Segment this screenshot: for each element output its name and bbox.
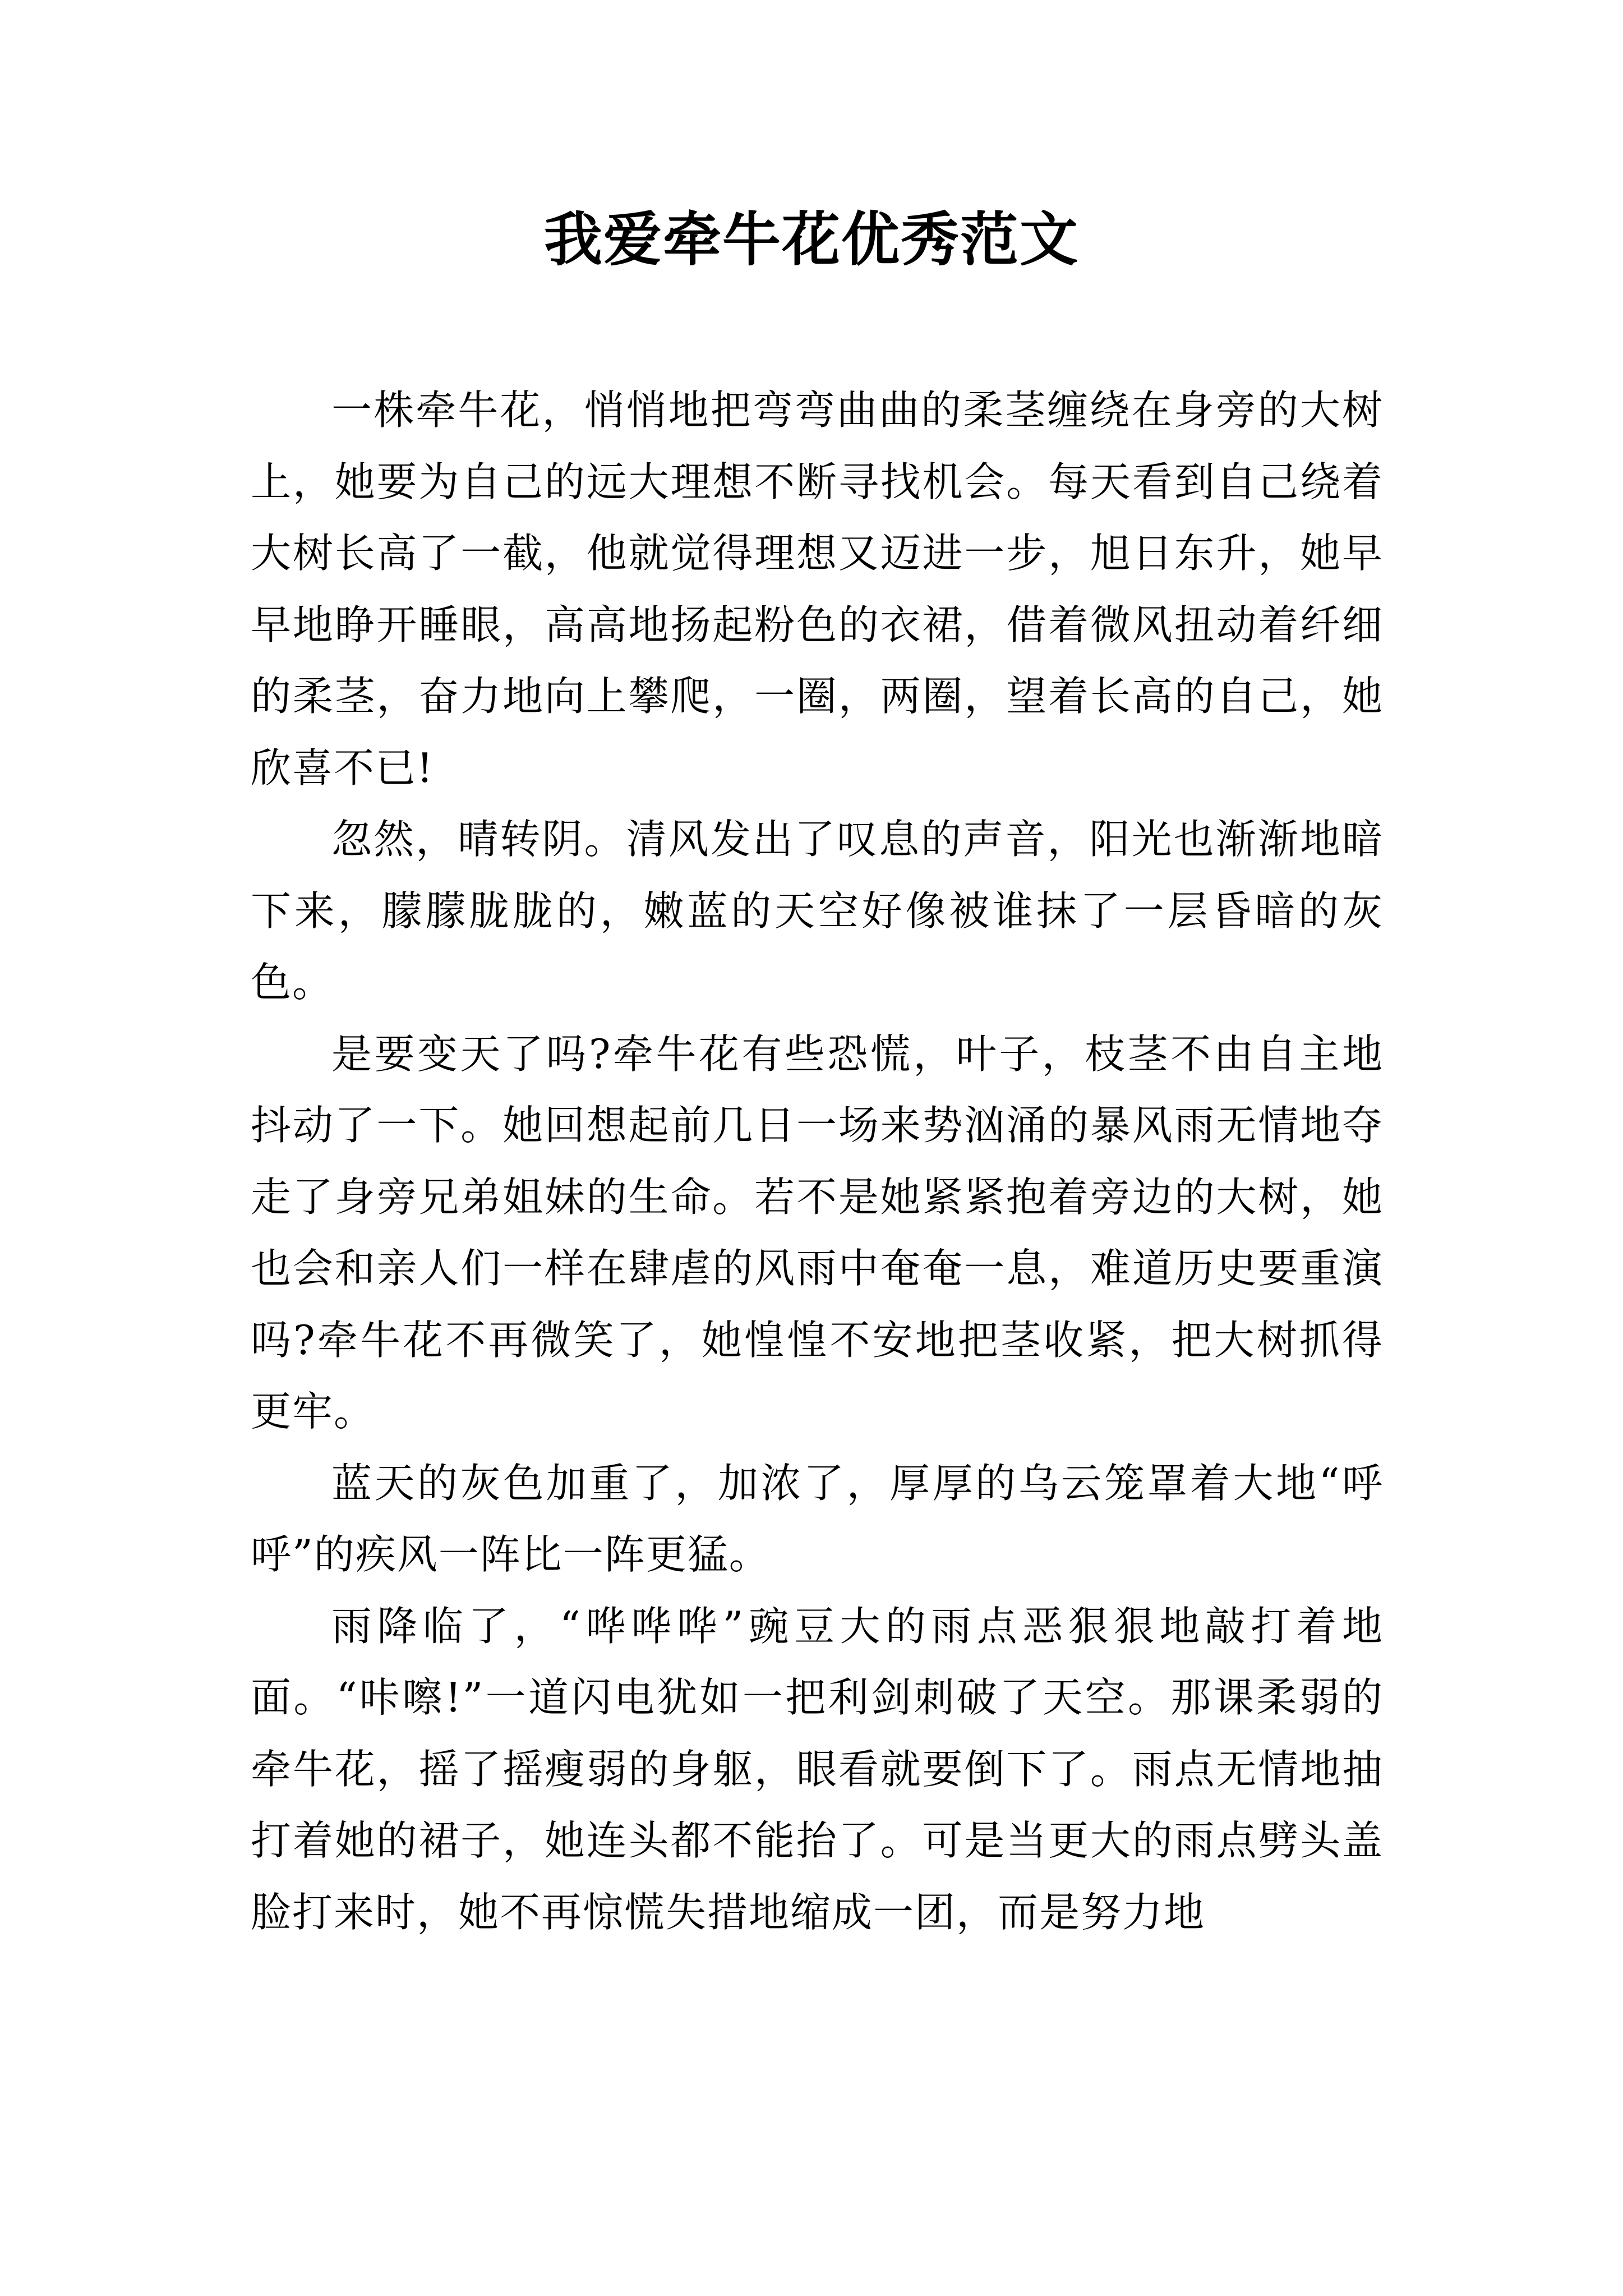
paragraph-3: 是要变天了吗?牵牛花有些恐慌，叶子，枝茎不由自主地抖动了一下。她回想起前几日一场来势汹涌的暴风雨无情地夺走了身旁兄弟姐妹的生命。若不是她紧紧抱着旁边的大树，她也会和亲人们一样在肆虐的风雨中奄奄一息，难道历史要重演吗?牵牛花不再微笑了，她惶惶不安地把茎收紧，把大树抓得更牢。 — [251, 1030, 1384, 1435]
paragraph-1: 一株牵牛花，悄悄地把弯弯曲曲的柔茎缠绕在身旁的大树上，她要为自己的远大理想不断寻找机会。每天看到自己绕着大树长高了一截，他就觉得理想又迈进一步，旭日东升，她早早地睁开睡眼，高高地扬起粉色的衣裙，借着微风扭动着纤细的柔茎，奋力地向上攀爬，一圈，两圈，望着长高的自己，她欣喜不已! — [251, 386, 1384, 792]
document-title: 我爱牵牛花优秀范文 — [543, 205, 1079, 274]
document-body — [251, 375, 1384, 1948]
paragraph-5: 雨降临了，“哗哗哗”豌豆大的雨点恶狠狠地敲打着地面。“咔嚓!”一道闪电犹如一把利剑刺破了天空。那课柔弱的牵牛花，摇了摇瘦弱的身躯，眼看就要倒下了。雨点无情地抽打着她的裙子，她连头都不能抬了。可是当更大的雨点劈头盖脸打来时，她不再惊慌失措地缩成一团，而是努力地 — [251, 1602, 1384, 1936]
paragraph-4: 蓝天的灰色加重了，加浓了，厚厚的乌云笼罩着大地“呼呼”的疾风一阵比一阵更猛。 — [251, 1459, 1384, 1578]
paragraph-2: 忽然，晴转阴。清风发出了叹息的声音，阳光也渐渐地暗下来，朦朦胧胧的，嫩蓝的天空好像被谁抹了一层昏暗的灰色。 — [251, 816, 1384, 1006]
